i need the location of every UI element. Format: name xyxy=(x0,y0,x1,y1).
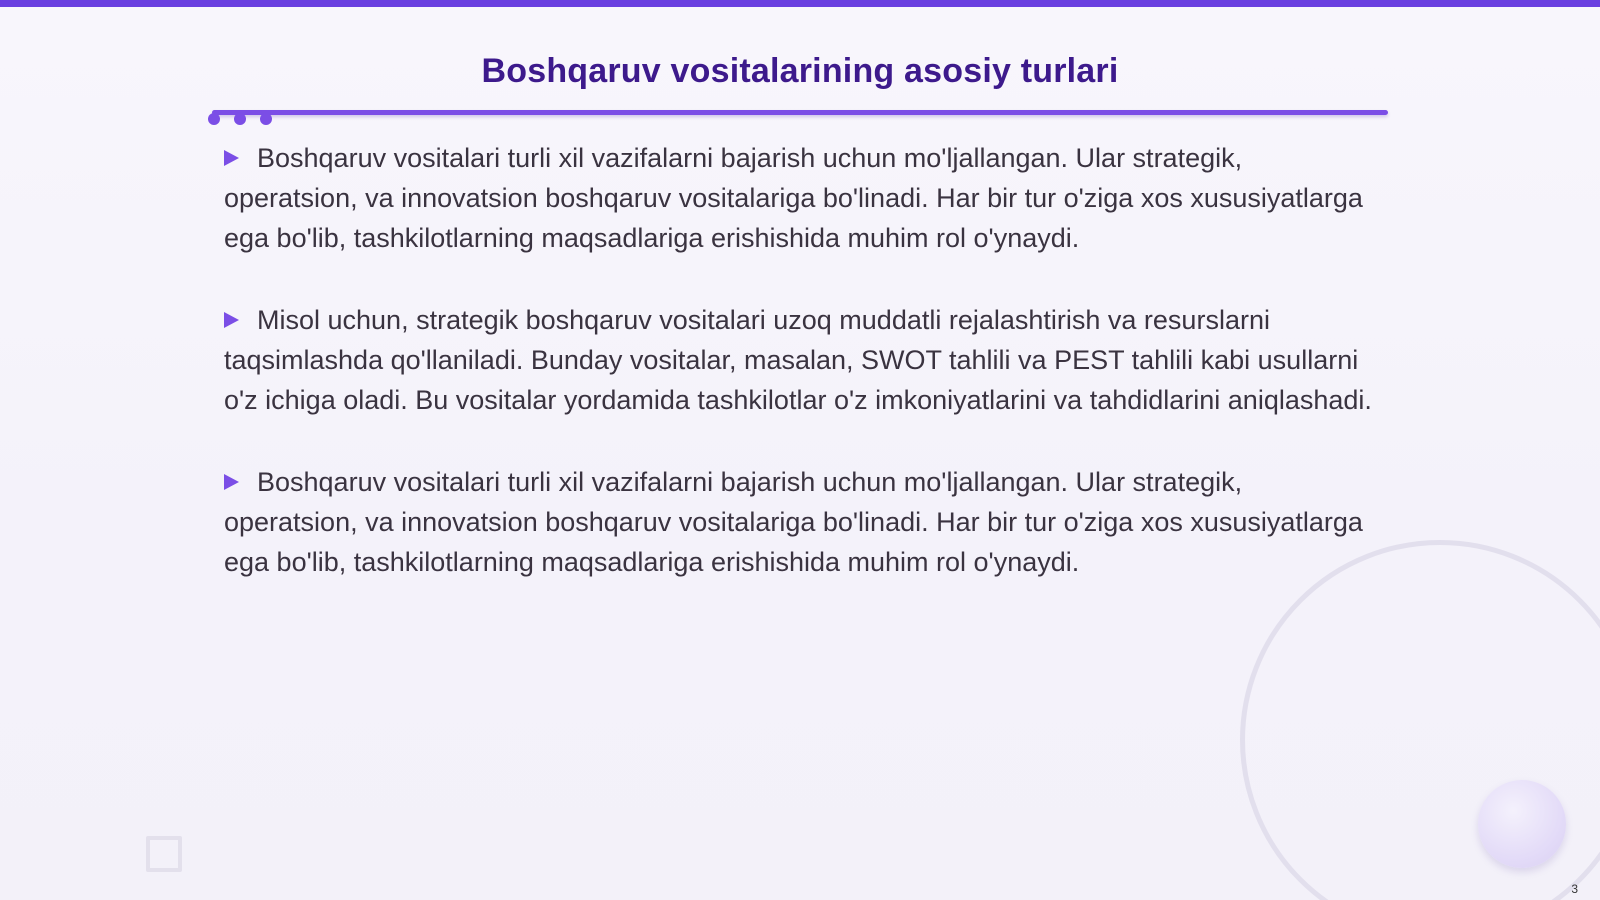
bullet-paragraph xyxy=(224,138,1374,258)
top-accent-bar xyxy=(0,0,1600,7)
slide-title: Boshqaruv vositalarining asosiy turlari xyxy=(481,52,1119,90)
bullet-paragraph xyxy=(224,300,1374,420)
underline-dot xyxy=(260,113,272,125)
triangle-bullet-icon xyxy=(224,150,239,166)
slide-body xyxy=(224,138,1374,624)
triangle-bullet-icon xyxy=(224,474,239,490)
decorative-square xyxy=(146,836,182,872)
paragraph-text: Misol uchun, strategik boshqaruv vositalari uzoq muddatli rejalashtirish va resurslarni taqsimlashda qo'llaniladi. Bunday vositalar, masalan, SWOT tahlili va PEST tahlili kabi usullarni o'z ichiga oladi. Bu vositalar yordamida tashkilotlar o'z imkoniyatlarini va tahdidlarini aniqlashadi. xyxy=(224,305,1372,415)
bullet-paragraph xyxy=(224,462,1374,582)
underline-dot xyxy=(234,113,246,125)
underline-dot xyxy=(208,113,220,125)
title-underline xyxy=(212,110,1388,115)
decorative-circle xyxy=(1478,780,1566,868)
triangle-bullet-icon xyxy=(224,312,239,328)
page-number: 3 xyxy=(1571,882,1578,896)
paragraph-text: Boshqaruv vositalari turli xil vazifalarni bajarish uchun mo'ljallangan. Ular strategik, operatsion, va innovatsion boshqaruv vositalariga bo'linadi. Har bir tur o'ziga xos xususiyatlarga ega bo'lib, tashkilotlarning maqsadlariga erishishida muhim rol o'ynaydi. xyxy=(224,467,1363,577)
paragraph-text: Boshqaruv vositalari turli xil vazifalarni bajarish uchun mo'ljallangan. Ular strategik, operatsion, va innovatsion boshqaruv vositalariga bo'linadi. Har bir tur o'ziga xos xususiyatlarga ega bo'lib, tashkilotlarning maqsadlariga erishishida muhim rol o'ynaydi. xyxy=(224,143,1363,253)
